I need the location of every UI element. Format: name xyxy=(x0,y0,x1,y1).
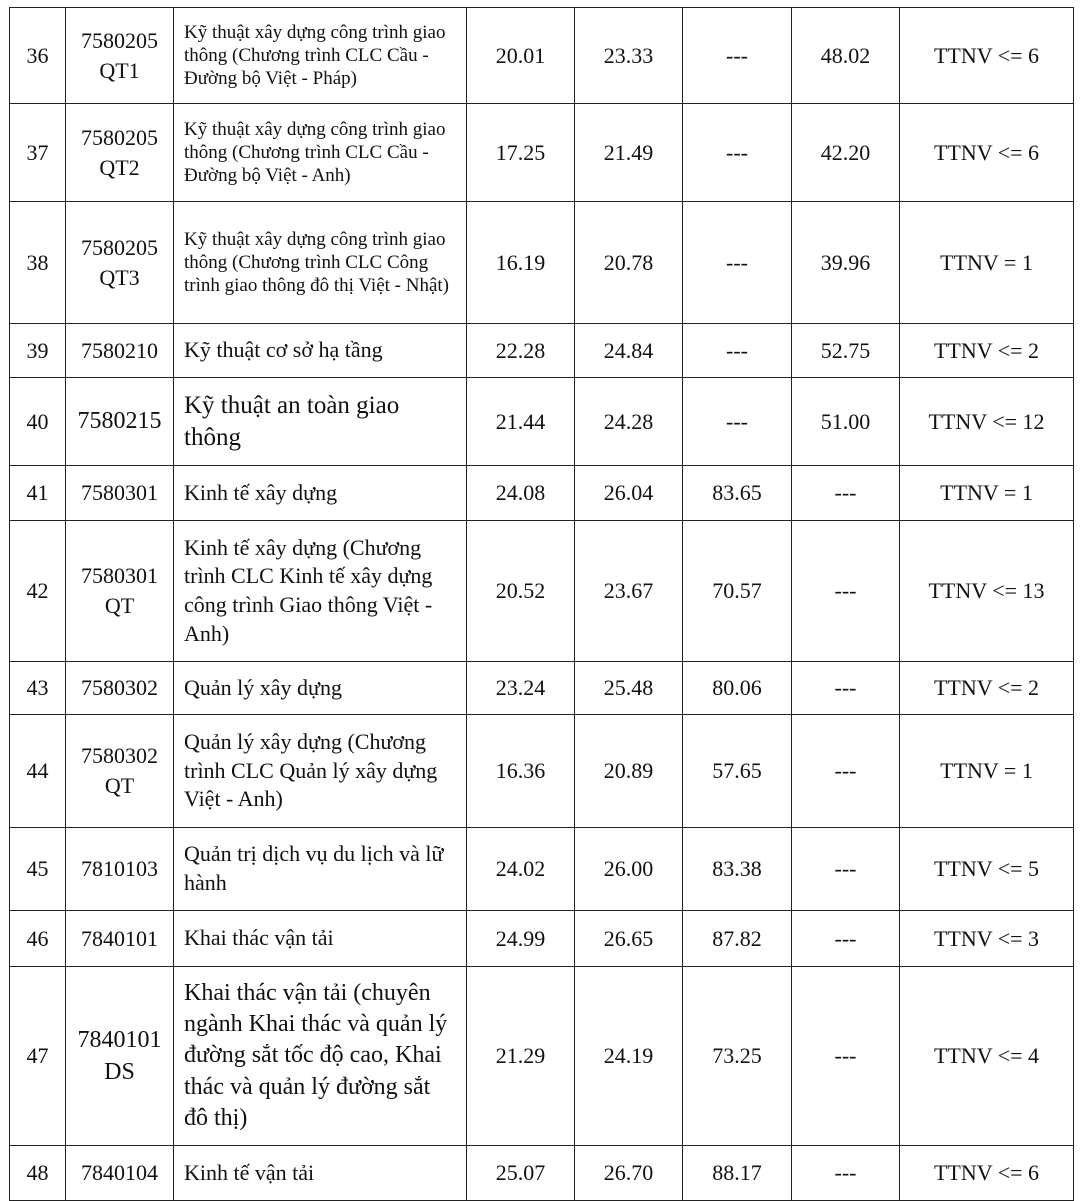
score-4: 51.00 xyxy=(792,378,900,466)
table-row xyxy=(10,662,1074,715)
table-row xyxy=(10,466,1074,521)
table-row xyxy=(10,967,1074,1146)
table-row xyxy=(10,324,1074,378)
score-1: 24.02 xyxy=(467,828,575,911)
major-name: Kinh tế vận tải xyxy=(174,1146,467,1201)
score-2: 24.84 xyxy=(575,324,683,378)
score-2: 20.89 xyxy=(575,715,683,828)
major-code: 7810103 xyxy=(66,828,174,911)
row-number: 48 xyxy=(10,1146,66,1201)
major-code: 7840101 DS xyxy=(66,967,174,1146)
major-name: Quản lý xây dựng xyxy=(174,662,467,715)
score-3: --- xyxy=(683,8,792,104)
score-4: --- xyxy=(792,662,900,715)
row-number: 40 xyxy=(10,378,66,466)
row-number: 38 xyxy=(10,202,66,324)
major-name: Kinh tế xây dựng (Chương trình CLC Kinh tế xây dựng công trình Giao thông Việt - Anh) xyxy=(174,521,467,662)
priority-condition: TTNV <= 12 xyxy=(900,378,1074,466)
score-3: 88.17 xyxy=(683,1146,792,1201)
major-code: 7580302 QT xyxy=(66,715,174,828)
score-4: --- xyxy=(792,521,900,662)
score-3: 70.57 xyxy=(683,521,792,662)
score-2: 21.49 xyxy=(575,104,683,202)
major-code: 7580210 xyxy=(66,324,174,378)
major-code: 7840104 xyxy=(66,1146,174,1201)
score-3: --- xyxy=(683,104,792,202)
row-number: 39 xyxy=(10,324,66,378)
row-number: 47 xyxy=(10,967,66,1146)
priority-condition: TTNV <= 13 xyxy=(900,521,1074,662)
row-number: 36 xyxy=(10,8,66,104)
score-1: 16.19 xyxy=(467,202,575,324)
admission-score-table xyxy=(9,7,1074,1201)
score-4: 52.75 xyxy=(792,324,900,378)
score-1: 24.08 xyxy=(467,466,575,521)
row-number: 42 xyxy=(10,521,66,662)
score-4: 39.96 xyxy=(792,202,900,324)
score-3: 83.38 xyxy=(683,828,792,911)
score-2: 26.00 xyxy=(575,828,683,911)
score-4: --- xyxy=(792,715,900,828)
score-4: --- xyxy=(792,828,900,911)
major-code: 7580301 xyxy=(66,466,174,521)
score-4: 42.20 xyxy=(792,104,900,202)
major-name: Khai thác vận tải xyxy=(174,911,467,967)
table-row xyxy=(10,1146,1074,1201)
priority-condition: TTNV <= 2 xyxy=(900,324,1074,378)
score-2: 23.33 xyxy=(575,8,683,104)
major-code: 7840101 xyxy=(66,911,174,967)
score-1: 25.07 xyxy=(467,1146,575,1201)
major-name: Kinh tế xây dựng xyxy=(174,466,467,521)
score-2: 23.67 xyxy=(575,521,683,662)
score-1: 24.99 xyxy=(467,911,575,967)
table-row xyxy=(10,521,1074,662)
score-4: --- xyxy=(792,911,900,967)
major-name: Kỹ thuật cơ sở hạ tầng xyxy=(174,324,467,378)
score-3: 80.06 xyxy=(683,662,792,715)
major-name: Khai thác vận tải (chuyên ngành Khai thác và quản lý đường sắt tốc độ cao, Khai thác và quản lý đường sắt đô thị) xyxy=(174,967,467,1146)
row-number: 37 xyxy=(10,104,66,202)
table-row xyxy=(10,104,1074,202)
table-row xyxy=(10,828,1074,911)
major-name: Kỹ thuật xây dựng công trình giao thông (Chương trình CLC Cầu - Đường bộ Việt - Anh) xyxy=(174,104,467,202)
score-1: 17.25 xyxy=(467,104,575,202)
score-1: 21.44 xyxy=(467,378,575,466)
table-row xyxy=(10,202,1074,324)
score-3: 57.65 xyxy=(683,715,792,828)
major-code: 7580302 xyxy=(66,662,174,715)
table-row xyxy=(10,378,1074,466)
priority-condition: TTNV = 1 xyxy=(900,715,1074,828)
score-4: --- xyxy=(792,1146,900,1201)
major-name: Kỹ thuật an toàn giao thông xyxy=(174,378,467,466)
row-number: 44 xyxy=(10,715,66,828)
score-2: 20.78 xyxy=(575,202,683,324)
score-1: 20.01 xyxy=(467,8,575,104)
score-2: 26.70 xyxy=(575,1146,683,1201)
table-row xyxy=(10,911,1074,967)
row-number: 41 xyxy=(10,466,66,521)
score-2: 26.65 xyxy=(575,911,683,967)
row-number: 45 xyxy=(10,828,66,911)
major-name: Quản lý xây dựng (Chương trình CLC Quản lý xây dựng Việt - Anh) xyxy=(174,715,467,828)
priority-condition: TTNV <= 6 xyxy=(900,1146,1074,1201)
row-number: 43 xyxy=(10,662,66,715)
major-code: 7580205 QT2 xyxy=(66,104,174,202)
score-4: 48.02 xyxy=(792,8,900,104)
score-2: 24.19 xyxy=(575,967,683,1146)
priority-condition: TTNV <= 4 xyxy=(900,967,1074,1146)
major-name: Kỹ thuật xây dựng công trình giao thông (Chương trình CLC Cầu - Đường bộ Việt - Pháp) xyxy=(174,8,467,104)
priority-condition: TTNV <= 6 xyxy=(900,8,1074,104)
major-code: 7580205 QT1 xyxy=(66,8,174,104)
score-3: --- xyxy=(683,378,792,466)
score-3: 73.25 xyxy=(683,967,792,1146)
score-3: 87.82 xyxy=(683,911,792,967)
priority-condition: TTNV = 1 xyxy=(900,466,1074,521)
score-1: 22.28 xyxy=(467,324,575,378)
score-1: 21.29 xyxy=(467,967,575,1146)
score-3: --- xyxy=(683,324,792,378)
table-row xyxy=(10,8,1074,104)
score-2: 25.48 xyxy=(575,662,683,715)
row-number: 46 xyxy=(10,911,66,967)
major-name: Quản trị dịch vụ du lịch và lữ hành xyxy=(174,828,467,911)
score-1: 16.36 xyxy=(467,715,575,828)
score-4: --- xyxy=(792,967,900,1146)
score-2: 26.04 xyxy=(575,466,683,521)
score-3: 83.65 xyxy=(683,466,792,521)
major-code: 7580205 QT3 xyxy=(66,202,174,324)
major-name: Kỹ thuật xây dựng công trình giao thông (Chương trình CLC Công trình giao thông đô thị Việt - Nhật) xyxy=(174,202,467,324)
priority-condition: TTNV = 1 xyxy=(900,202,1074,324)
major-code: 7580215 xyxy=(66,378,174,466)
priority-condition: TTNV <= 6 xyxy=(900,104,1074,202)
table-row xyxy=(10,715,1074,828)
score-3: --- xyxy=(683,202,792,324)
major-code: 7580301 QT xyxy=(66,521,174,662)
priority-condition: TTNV <= 3 xyxy=(900,911,1074,967)
priority-condition: TTNV <= 2 xyxy=(900,662,1074,715)
score-1: 20.52 xyxy=(467,521,575,662)
priority-condition: TTNV <= 5 xyxy=(900,828,1074,911)
score-4: --- xyxy=(792,466,900,521)
score-1: 23.24 xyxy=(467,662,575,715)
score-2: 24.28 xyxy=(575,378,683,466)
